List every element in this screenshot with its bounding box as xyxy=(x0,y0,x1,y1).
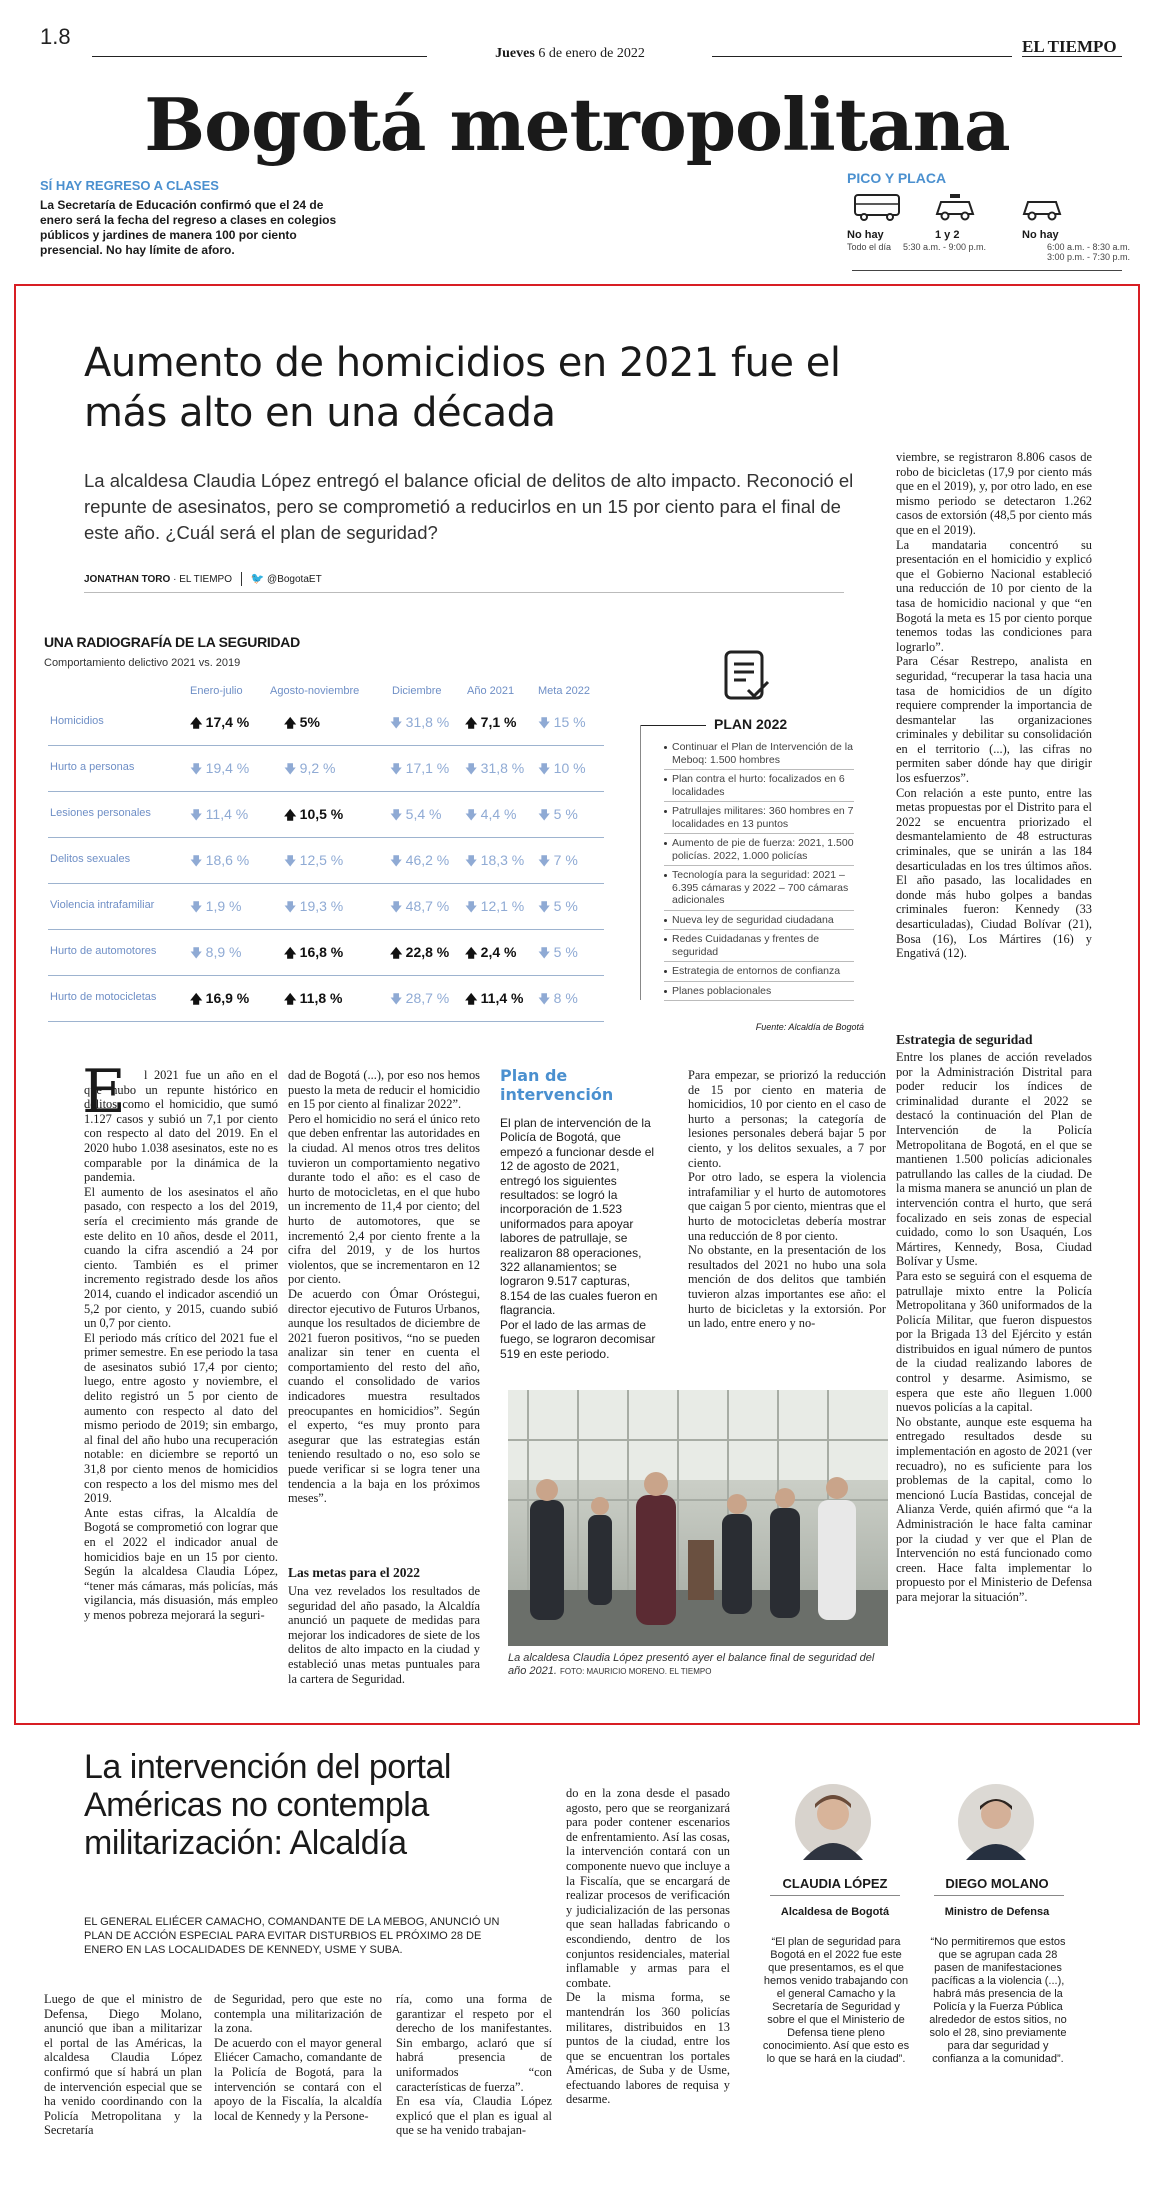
pico-car-sub: 6:00 a.m. - 8:30 a.m. 3:00 p.m. - 7:30 p.m. xyxy=(1046,242,1130,262)
plan-item: Estrategia de entornos de confianza xyxy=(664,962,854,982)
car-icon xyxy=(1020,192,1064,222)
cell-value: 18,6 % xyxy=(205,852,250,868)
page-number: 1.8 xyxy=(40,24,71,49)
arrow-down-icon: 🡇 xyxy=(538,808,554,822)
cell-value: 8 % xyxy=(553,990,578,1006)
table-cell xyxy=(465,806,545,827)
table-cell xyxy=(390,852,470,873)
cell-value: 31,8 % xyxy=(405,714,450,730)
profile-2-rule xyxy=(934,1895,1064,1896)
table-cell xyxy=(538,806,618,827)
arrow-up-icon: 🡅 xyxy=(284,808,300,822)
cell-value: 12,1 % xyxy=(480,898,525,914)
table-cell xyxy=(190,852,270,873)
table-cell xyxy=(538,714,618,735)
taxi-icon xyxy=(933,192,977,222)
row-label: Hurto a personas xyxy=(50,761,135,773)
table-cell xyxy=(538,990,618,1011)
table-cell xyxy=(465,760,545,781)
col-header-4: Meta 2022 xyxy=(538,685,590,697)
cell-value: 31,8 % xyxy=(480,760,525,776)
sidebar-title: Plan de intervención xyxy=(500,1066,614,1104)
table-cell xyxy=(465,990,545,1011)
body-col-2: dad de Bogotá (...), por eso nos hemos puesto la meta de reducir el homicidio en 15 por ciento al finalizar 2022”. Pero el homicidio no será el único reto que deben enfrentar las autoridades en la ciudad. Al menos otros tres delitos tuvieron un comportamiento negativo durante todo el año: es el caso de hurto de motocicletas, en el que hubo un incremento de 11,4 por ciento; del hurto de automotores, que se incrementó 2,4 por ciento frente a la cifra del 2019, y de los hurtos violentos, que se incrementaron en 12 por ciento. De acuerdo con Ómar Oróstegui, director ejecutivo de Futuros Urbanos, aunque los resultados de diciembre de 2021 fueron positivos, “no se pueden analizar sin tener en cuenta el comportamiento del resto del año, cuando el consolidado de varios indicadores muestra resultados preocupantes en homicidios”. Según el experto, “es muy pronto para asegurar que las estrategias están teniendo resultado o no, eso solo se puede verificar si se logra tener una tendencia a la baja en los próximos meses”. xyxy=(288,1068,480,1506)
plan-connector xyxy=(640,725,706,726)
cell-value: 19,4 % xyxy=(205,760,250,776)
arrow-down-icon: 🡇 xyxy=(190,946,206,960)
row-label: Violencia intrafamiliar xyxy=(50,899,155,911)
arrow-down-icon: 🡇 xyxy=(390,854,406,868)
arrow-up-icon: 🡅 xyxy=(465,992,481,1006)
cell-value: 9,2 % xyxy=(299,760,336,776)
arrow-down-icon: 🡇 xyxy=(190,762,206,776)
photo-caption xyxy=(508,1652,888,1678)
cell-value: 16,8 % xyxy=(299,944,344,960)
cell-value: 18,3 % xyxy=(480,852,525,868)
byline xyxy=(84,572,322,586)
cell-value: 46,2 % xyxy=(405,852,450,868)
bus-icon xyxy=(852,192,902,222)
arrow-down-icon: 🡇 xyxy=(538,992,554,1006)
sidebar-body: El plan de intervención de la Policía de Bogotá, que empezó a funcionar desde el 12 de agosto de 2021, entregó los siguientes resultados: se logró la incorporación de 1.523 uniformados para apoyar labores de patrullaje, se realizaron 88 operaciones, 322 allanamientos; se lograron 9.517 capturas, 8.154 de las cuales fueron en flagrancia. Por el lado de las armas de fuego, se lograron decomisar 519 en este periodo. xyxy=(500,1116,658,1361)
cell-value: 1,9 % xyxy=(205,898,242,914)
byline-org: · EL TIEMPO xyxy=(170,574,232,585)
table-cell xyxy=(390,898,470,919)
plan-item: Patrullajes militares: 360 hombres en 7 localidades en 13 puntos xyxy=(664,802,854,834)
table-subtitle: Comportamiento delictivo 2021 vs. 2019 xyxy=(44,657,241,669)
table-cell xyxy=(284,806,364,827)
pico-taxi xyxy=(925,192,985,226)
pico-taxi-label: 1 y 2 xyxy=(935,229,960,241)
byline-author: JONATHAN TORO xyxy=(84,574,171,585)
table-cell xyxy=(284,944,364,965)
table-cell xyxy=(390,714,470,735)
profile-2-name: DIEGO MOLANO xyxy=(945,1876,1049,1891)
brief-body: La Secretaría de Educación confirmó que el 24 de enero será la fecha del regreso a clases en colegios públicos y jardines de manera 100 por ciento presencial. No hay límite de aforo. xyxy=(40,198,337,257)
pico-car-label: No hay xyxy=(1022,229,1059,241)
plan-item: Tecnología para la seguridad: 2021 – 6.395 cámaras y 2022 – 700 cámaras adicionales xyxy=(664,866,854,911)
table-title: UNA RADIOGRAFÍA DE LA SEGURIDAD xyxy=(44,634,300,650)
profile-1-rule xyxy=(770,1895,900,1896)
col-header-1: Agosto-noviembre xyxy=(270,685,360,697)
cell-value: 11,4 % xyxy=(480,990,524,1006)
table-cell xyxy=(538,852,618,873)
row-label: Hurto de automotores xyxy=(50,945,157,957)
cell-value: 11,8 % xyxy=(299,990,343,1006)
twitter-icon: 🐦 xyxy=(250,573,265,585)
main-headline: Aumento de homicidios en 2021 fue el más alto en una década xyxy=(84,340,841,436)
cell-value: 5% xyxy=(299,714,320,730)
col-header-0: Enero-julio xyxy=(190,685,243,697)
table-cell xyxy=(390,990,470,1011)
twitter-handle: @BogotaET xyxy=(267,574,322,585)
body-col-5b: Entre los planes de acción revelados por la Administración Distrital para poder reducir los índices de criminalidad durante el 2022 se destacó la continuación del Plan de Intervención de la Policía Metropolitana de Bogotá, en el que se mantienen 1.500 policías adicionales patrullando las calles de la ciudad. De la misma manera se anunció un plan de intervención contra el hurto, que será focalizado en seis zonas de especial cuidado, como lo son Usaquén, Los Mártires, Kennedy, Bosa, Ciudad Bolívar y Usme. Para esto se seguirá con el esquema de patrullaje mixto entre la Policía Metropolitana y 360 uniformados de la Policía Militar, que fueron dispuestos por la Brigada 13 del Ejército y están distribuidos en igual número de puntos de la ciudad realizando labores de control y desarme. Asimismo, se espera que este año lleguen 1.000 nuevos policías a la capital. No obstante, aunque este esquema ha entregado resultados desde su implementación en agosto de 2021 (ver recuadro), no es suficiente para los problemas de la capital, como lo mencionó Lucía Bastidas, concejal de Alianza Verde, quién afirmó que “a la Administración le hace falta caminar por la ciudad y ver que el Plan de Intervención no está funcionado como creen. Hace falta implementar lo propuesto por el Ministerio de Defensa para mejorar la situación”. xyxy=(896,1050,1092,1604)
col-header-2: Diciembre xyxy=(392,685,442,697)
masthead-rule-mid xyxy=(712,56,1012,57)
plan-connector-v xyxy=(640,725,641,1000)
cell-value: 11,4 % xyxy=(205,806,249,822)
col-header-3: Año 2021 xyxy=(467,685,515,697)
profile-2-role: Ministro de Defensa xyxy=(944,1906,1050,1918)
main-lead: La alcaldesa Claudia López entregó el balance oficial de delitos de alto impacto. Reconoció el repunte de asesinatos, pero se comprometió a reducirlos en un 15 por ciento para el final de este año. ¿Cuál será el plan de seguridad? xyxy=(84,470,854,543)
arrow-down-icon: 🡇 xyxy=(190,900,206,914)
row-label: Homicidios xyxy=(50,715,104,727)
table-cell xyxy=(390,944,470,965)
table-cell xyxy=(284,714,364,735)
table-cell xyxy=(538,760,618,781)
clipboard-icon xyxy=(722,646,772,708)
cell-value: 5 % xyxy=(553,806,578,822)
cell-value: 5,4 % xyxy=(405,806,442,822)
arrow-down-icon: 🡇 xyxy=(390,716,406,730)
profile-1-name: CLAUDIA LÓPEZ xyxy=(782,1876,888,1891)
pico-bus-label: No hay xyxy=(847,229,884,241)
plan-list xyxy=(664,738,854,1001)
table-cell xyxy=(465,898,545,919)
section-title: Bogotá metropolitana xyxy=(144,82,1010,167)
row-label: Lesiones personales xyxy=(50,807,151,819)
cell-value: 28,7 % xyxy=(405,990,450,1006)
table-cell xyxy=(190,944,270,965)
plan-item: Aumento de pie de fuerza: 2021, 1.500 policías. 2022, 1.000 policías xyxy=(664,834,854,866)
dropcap: E xyxy=(82,1057,126,1127)
arrow-down-icon: 🡇 xyxy=(538,854,554,868)
profile-1-role: Alcaldesa de Bogotá xyxy=(780,1906,890,1918)
date-day: Jueves xyxy=(495,46,535,61)
body-col-2b: Una vez revelados los resultados de seguridad del año pasado, la Alcaldía anunció un paquete de medidas para mejorar los indicadores de siete de los delitos de alto impacto en la ciudad y estableció unas metas puntuales para la cartera de Seguridad. xyxy=(288,1584,480,1686)
table-cell xyxy=(190,714,270,735)
pico-bus-sub: Todo el día xyxy=(847,242,892,252)
table-cell xyxy=(538,898,618,919)
arrow-down-icon: 🡇 xyxy=(190,854,206,868)
cell-value: 17,4 % xyxy=(205,714,250,730)
arrow-up-icon: 🡅 xyxy=(190,716,206,730)
cell-value: 10,5 % xyxy=(299,806,344,822)
second-col-1: Luego de que el ministro de Defensa, Diego Molano, anunció que iban a militarizar el portal de las Américas, la alcaldesa Claudia López confirmó que sí habrá un plan de intervención especial que se ha venido coordinando con la Policía Metropolitana y la Secretaría xyxy=(44,1992,202,2138)
body-col-5: viembre, se registraron 8.806 casos de robo de bicicletas (17,9 por ciento más que en el 2019), y, por otro lado, en ese mismo periodo se detectaron 1.262 casos de extorsión (48,5 por ciento más que en el 2019). La mandataria concentró su presentación en el homicidio y explicó que el Gobierno Nacional estableció una reducción de 10 por ciento de la tasa de homicidio nacional y que “en Bogotá la meta es 15 por ciento porque tenemos todas las condiciones para lograrlo”. Para César Restrepo, analista en seguridad, “recuperar la tasa hacia una tasa de homicidios de un dígito requiere comprender la importancia de desmantelar las organizaciones criminales y debilitar su consolidación en el territorio (...), las cifras no permiten saber dónde hay que dirigir los esfuerzos”. Con relación a este punto, entre las metas propuestas por el Distrito para el 2022 se encuentra priorizado el desmantelamiento de 48 estructuras criminales, que se unirán a las 184 desarticuladas en los tres últimos años. El año pasado, las localidades en donde más hubo golpes a bandas criminales fueron: Kennedy (33 desarticuladas), Ciudad Bolívar (21), Bosa (16), Los Mártires (16) y Engativá (12). xyxy=(896,450,1092,961)
table-row xyxy=(48,976,604,1022)
second-col-2: de Seguridad, pero que este no contempla una militarización de la zona. De acuerdo con el mayor general Eliécer Camacho, comandante de la Policía de Bogotá, para la intervención se contará con el apoyo de la Fiscalía, la alcaldía local de Kennedy y la Persone- xyxy=(214,1992,382,2123)
second-headline: La intervención del portal Américas no contempla militarización: Alcaldía xyxy=(84,1748,451,1862)
second-deck: EL GENERAL ELIÉCER CAMACHO, COMANDANTE DE LA MEBOG, ANUNCIÓ UN PLAN DE ACCIÓN ESPECIAL PARA EVITAR DISTURBIOS EL PRÓXIMO 28 DE ENERO EN LAS LOCALIDADES DE KENNEDY, USME Y SUBA. xyxy=(84,1916,500,1956)
row-label: Hurto de motocicletas xyxy=(50,991,157,1003)
masthead-rule-left xyxy=(92,56,427,57)
table-cell xyxy=(284,990,364,1011)
pico-bus xyxy=(847,192,907,226)
cell-value: 7,1 % xyxy=(480,714,517,730)
body-col-1: l 2021 fue un año en el que hubo un repunte histórico en delitos como el homicidio, que sumó 1.127 casos y subió un 7,1 por ciento con respecto al dato del 2019. En el 2020 hubo 1.038 asesinatos, este no es comparable por la dinámica de la pandemia. El aumento de los asesinatos el año pasado, con respecto a los del 2019, sería el crecimiento más grande de este delito en 10 años, desde el 2011, cuando la cifra ascendió a 24 por ciento. También es el primer incremento registrado desde los años 2014, cuando el indicador ascendió un 5,2 por ciento, y 2015, cuando subió un 0,7 por ciento. El periodo más crítico del 2021 fue el primer semestre. En ese periodo la tasa de asesinatos subió 17,4 por ciento; luego, entre agosto y noviembre, el delito registró un 5 por ciento de aumento con respecto al dato del mismo periodo de 2019; sin embargo, al final del año hubo una recuperación notable: en diciembre se reportó un 31,8 por ciento menos de homicidios con respecto a los del mismo mes del 2019. Ante estas cifras, la Alcaldía de Bogotá se comprometió con lograr que en el 2022 el indicador anual de homicidios baje en un 15 por ciento. Según la alcaldesa Claudia López, “tener más cámaras, más policías, más vigilancia, más disuasión, más empleo y menos pobreza mejorará la seguri- xyxy=(84,1068,278,1622)
plan-item: Plan contra el hurto: focalizados en 6 localidades xyxy=(664,770,854,802)
table-cell xyxy=(390,806,470,827)
plan-item: Continuar el Plan de Intervención de la Meboq: 1.500 hombres xyxy=(664,738,854,770)
cell-value: 8,9 % xyxy=(205,944,242,960)
table-cell xyxy=(284,898,364,919)
avatar-claudia xyxy=(795,1784,871,1860)
table-row xyxy=(48,700,604,746)
cell-value: 12,5 % xyxy=(299,852,344,868)
subhead-metas: Las metas para el 2022 xyxy=(288,1565,420,1580)
byline-rule xyxy=(84,592,844,593)
arrow-down-icon: 🡇 xyxy=(465,762,481,776)
pico-taxi-sub: 5:30 a.m. - 9:00 p.m. xyxy=(903,242,987,252)
table-cell xyxy=(465,944,545,965)
arrow-down-icon: 🡇 xyxy=(390,900,406,914)
arrow-down-icon: 🡇 xyxy=(465,900,481,914)
table-cell xyxy=(190,760,270,781)
arrow-up-icon: 🡅 xyxy=(190,992,206,1006)
table-source: Fuente: Alcaldía de Bogotá xyxy=(755,1022,864,1032)
plan-title: PLAN 2022 xyxy=(714,716,788,732)
avatar-diego xyxy=(958,1784,1034,1860)
arrow-down-icon: 🡇 xyxy=(538,716,554,730)
arrow-down-icon: 🡇 xyxy=(465,854,481,868)
plan-item: Nueva ley de seguridad ciudadana xyxy=(664,911,854,931)
profile-1-quote: “El plan de seguridad para Bogotá en el 2022 fue este que presentamos, es el que hemos venido trabajando con el general Camacho y la Secretaría de Seguridad y sobre el que el Ministerio de Defensa tiene pleno conocimiento. Así que esto es lo que se hará en la ciudad”. xyxy=(762,1936,910,2065)
arrow-down-icon: 🡇 xyxy=(465,808,481,822)
cell-value: 19,3 % xyxy=(299,898,344,914)
second-col-4: do en la zona desde el pasado agosto, pero que se reorganizará para poder contener escenarios de enfrentamiento. Así las cosas, la intervención contará con un componente nuevo que incluye a la Fiscalía, que se encargará de realizar procesos de verificación y judicialización de las personas que sean halladas fabricando o escondiendo, dentro de los conjuntos residenciales, material inflamable y armas para el combate. De la misma forma, se mantendrán los 360 policías militares, distribuidos en 13 puntos de la ciudad, entre los que se encuentran los portales Américas, de Suba y de Usme, efectuando labores de requisa y desarme. xyxy=(566,1786,730,2107)
arrow-down-icon: 🡇 xyxy=(284,762,300,776)
arrow-up-icon: 🡅 xyxy=(465,946,481,960)
top-divider xyxy=(852,270,1122,271)
masthead-rule-right xyxy=(1022,56,1122,57)
arrow-down-icon: 🡇 xyxy=(538,946,554,960)
second-col-3: ría, como una forma de garantizar el respeto por el derecho de los manifestantes. Sin embargo, aclaró que sí habrá presencia de uniformados “con características de fuerza”. En esa vía, Claudia López explicó que el plan es igual al que se ha venido trabajan- xyxy=(396,1992,552,2138)
row-label: Delitos sexuales xyxy=(50,853,131,865)
event-photo xyxy=(508,1390,888,1646)
date-rest: 6 de enero de 2022 xyxy=(534,46,645,61)
table-cell xyxy=(284,760,364,781)
arrow-down-icon: 🡇 xyxy=(538,900,554,914)
cell-value: 48,7 % xyxy=(405,898,450,914)
cell-value: 17,1 % xyxy=(405,760,450,776)
profile-2-quote: “No permitiremos que estos que se agrupan cada 28 pasen de manifestaciones pacíficas a la violencia (...), habrá más presencia de la Policía y la Fuerza Pública alrededor de estos sitios, no solo el 28, sino previamente para dar seguridad y confianza a la comunidad”. xyxy=(929,1936,1067,2065)
photo-caption-text: La alcaldesa Claudia López presentó ayer el balance final de seguridad del año 2021. xyxy=(508,1652,875,1677)
cell-value: 5 % xyxy=(553,944,578,960)
table-cell xyxy=(390,760,470,781)
cell-value: 7 % xyxy=(553,852,578,868)
table-cell xyxy=(465,714,545,735)
table-cell xyxy=(190,990,270,1011)
cell-value: 15 % xyxy=(553,714,586,730)
table-cell xyxy=(284,852,364,873)
table-row xyxy=(48,930,604,976)
brief-kicker: SÍ HAY REGRESO A CLASES xyxy=(40,178,219,193)
arrow-down-icon: 🡇 xyxy=(190,808,206,822)
photo-credit: FOTO: MAURICIO MORENO. EL TIEMPO xyxy=(560,1667,712,1676)
body-col-4: Para empezar, se priorizó la reducción de 15 por ciento en materia de homicidios, 10 por ciento en el caso de hurto a personas; la categoría de lesiones personales deberá bajar 5 por ciento, y los delitos sexuales, a 7 por ciento. Por otro lado, se espera la violencia intrafamiliar y el hurto de automotores que caigan 5 por ciento, mientras que el hurto de motocicletas debería mostrar una reducción de 8 por ciento. No obstante, en la presentación de los resultados del 2021 no hubo una sola mención de dos delitos que también tuvieron alzas importantes ese año: el hurto de bicicletas y la extorsión. Por un lado, entre enero y no- xyxy=(688,1068,886,1331)
plan-item: Redes Cuidadanas y frentes de seguridad xyxy=(664,930,854,962)
plan-item: Planes poblacionales xyxy=(664,982,854,1002)
cell-value: 22,8 % xyxy=(405,944,450,960)
table-cell xyxy=(190,806,270,827)
table-cell xyxy=(465,852,545,873)
arrow-up-icon: 🡅 xyxy=(390,946,406,960)
arrow-down-icon: 🡇 xyxy=(390,992,406,1006)
table-row xyxy=(48,838,604,884)
table-cell xyxy=(538,944,618,965)
table-row xyxy=(48,884,604,930)
subhead-estrategia: Estrategia de seguridad xyxy=(896,1032,1033,1047)
table-row xyxy=(48,792,604,838)
arrow-up-icon: 🡅 xyxy=(465,716,481,730)
arrow-down-icon: 🡇 xyxy=(538,762,554,776)
cell-value: 2,4 % xyxy=(480,944,517,960)
cell-value: 5 % xyxy=(553,898,578,914)
arrow-down-icon: 🡇 xyxy=(390,762,406,776)
arrow-up-icon: 🡅 xyxy=(284,716,300,730)
cell-value: 16,9 % xyxy=(205,990,250,1006)
arrow-down-icon: 🡇 xyxy=(284,854,300,868)
arrow-up-icon: 🡅 xyxy=(284,946,300,960)
table-row xyxy=(48,746,604,792)
cell-value: 10 % xyxy=(553,760,586,776)
pico-y-placa-title: PICO Y PLACA xyxy=(847,170,947,186)
paper-name: EL TIEMPO xyxy=(1022,37,1117,56)
arrow-up-icon: 🡅 xyxy=(284,992,300,1006)
arrow-down-icon: 🡇 xyxy=(390,808,406,822)
table-cell xyxy=(190,898,270,919)
date-line xyxy=(440,46,700,62)
arrow-down-icon: 🡇 xyxy=(284,900,300,914)
cell-value: 4,4 % xyxy=(480,806,517,822)
pico-car xyxy=(1012,192,1072,226)
